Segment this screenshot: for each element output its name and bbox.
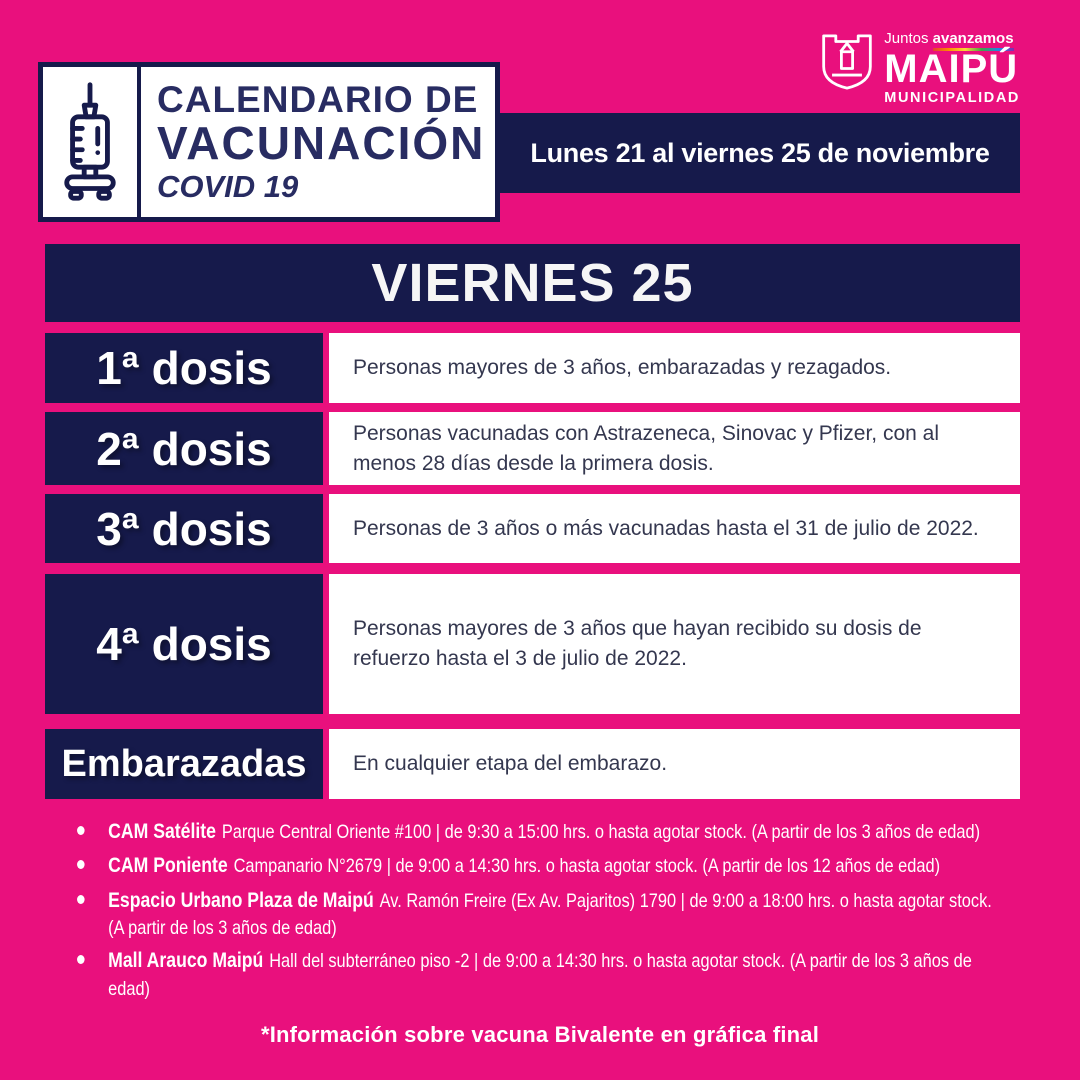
location-1-details: Parque Central Oriente #100 | de 9:30 a 15:00 hrs. o hasta agotar stock. (A partir de los 3 años de edad) (221, 821, 981, 843)
logo-tagline-bold: avanzamos (933, 30, 1014, 51)
logo-tagline-regular: Juntos (884, 30, 929, 47)
table-row-pregnant (45, 729, 1020, 799)
location-4 (108, 947, 1011, 1002)
list-item-location-2 (72, 852, 1011, 880)
list-item-location-3 (72, 887, 1011, 942)
table-row-dose-4 (45, 574, 1020, 714)
location-2-details: Campanario N°2679 | de 9:00 a 14:30 hrs. o hasta agotar stock. (A partir de los 12 años de edad) (233, 855, 941, 878)
list-item-location-4 (72, 947, 1011, 1002)
dose-4-label: 4ª dosis (45, 574, 323, 714)
dose-1-description (329, 333, 1020, 403)
logo-name: MAIPÚ (884, 47, 1019, 91)
maipu-crest-icon (819, 31, 875, 93)
pregnant-text: En cualquier etapa del embarazo. (353, 752, 668, 776)
location-2 (108, 852, 940, 880)
poster-title-text (141, 67, 495, 217)
dose-4-text: Personas mayores de 3 años que hayan recibido su dosis de refuerzo hasta el 3 de julio de 2022. (353, 617, 922, 670)
day-title: VIERNES 25 (371, 253, 694, 313)
dose-2-description (329, 412, 1020, 485)
pregnant-description (329, 729, 1020, 799)
dose-schedule-table (45, 333, 1020, 799)
syringe-icon-column (43, 67, 141, 217)
footer-note: *Información sobre vacuna Bivalente en gráfica final (260, 1022, 820, 1047)
table-row-dose-1 (45, 333, 1020, 403)
location-3-name: Espacio Urbano Plaza de Maipú (108, 888, 374, 912)
dose-2-text: Personas vacunadas con Astrazeneca, Sinovac y Pfizer, con al menos 28 días desde la primera dosis. (353, 421, 940, 475)
dose-3-label: 3ª dosis (45, 494, 323, 563)
list-item-location-1 (72, 818, 1011, 846)
location-3-details: Av. Ramón Freire (Ex Av. Pajaritos) 1790 | de 9:00 a 18:00 hrs. o hasta agotar stock. (A partir de los 3 años de edad) (108, 889, 992, 940)
bullet-icon (77, 826, 85, 835)
syringe-icon (59, 79, 121, 205)
bullet-icon (77, 860, 85, 869)
dose-4-description (329, 574, 1020, 714)
location-4-name: Mall Arauco Maipú (108, 949, 264, 973)
poster-title-box (38, 62, 500, 222)
dose-1-text: Personas mayores de 3 años, embarazadas y rezagados. (353, 356, 892, 380)
logo-subtitle: MUNICIPALIDAD (884, 90, 1020, 106)
logo-tagline (884, 31, 1020, 46)
dose-2-label: 2ª dosis (45, 412, 323, 485)
bullet-icon (77, 895, 85, 904)
location-3 (108, 887, 1011, 942)
dose-3-text: Personas de 3 años o más vacunadas hasta el 31 de julio de 2022. (353, 516, 979, 540)
location-4-details: Hall del subterráneo piso -2 | de 9:00 a 14:30 hrs. o hasta agotar stock. (A partir de los 3 años de edad) (108, 950, 972, 1000)
bullet-icon (77, 955, 85, 964)
title-line-2: VACUNACIÓN (157, 116, 486, 169)
table-row-dose-2 (45, 412, 1020, 485)
title-line-3: COVID 19 (157, 168, 299, 204)
logo-text-block (884, 31, 1020, 106)
title-line-1: CALENDARIO DE (157, 78, 479, 120)
municipality-logo (819, 31, 1020, 106)
location-1-name: CAM Satélite (108, 820, 216, 843)
location-2-name: CAM Poniente (108, 854, 228, 878)
locations-list (72, 818, 1011, 1008)
day-header-bar (45, 244, 1020, 322)
dose-3-description (329, 494, 1020, 563)
table-row-dose-3 (45, 494, 1020, 563)
date-range-text: Lunes 21 al viernes 25 de noviembre (530, 137, 990, 168)
date-range-banner (500, 113, 1020, 193)
pregnant-label: Embarazadas (45, 729, 323, 799)
dose-1-label: 1ª dosis (45, 333, 323, 403)
location-1 (108, 818, 980, 846)
